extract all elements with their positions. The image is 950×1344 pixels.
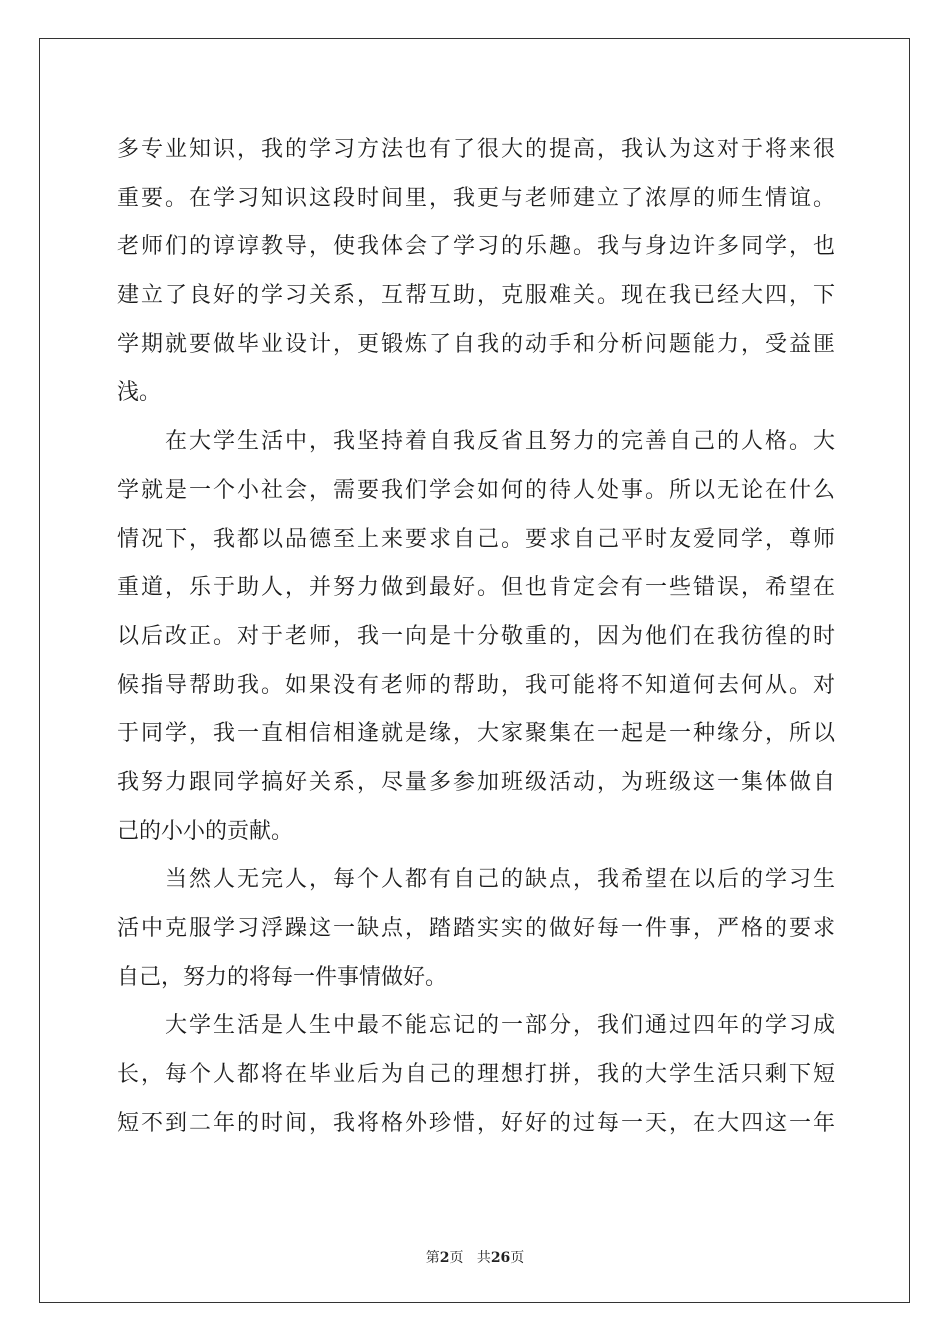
- text-line: 重道，乐于助人，并努力做到最好。但也肯定会有一些错误，希望在: [117, 575, 835, 601]
- page-footer: [0, 1247, 950, 1267]
- text-line: 大学生活是人生中最不能忘记的一部分，我们通过四年的学习成: [165, 1013, 835, 1039]
- document-body: [117, 126, 835, 1148]
- page-suffix: 页: [449, 1250, 464, 1266]
- text-line: 于同学，我一直相信相逢就是缘，大家聚集在一起是一种缘分，所以: [117, 721, 835, 747]
- text-line: 短不到二年的时间，我将格外珍惜，好好的过每一天，在大四这一年: [117, 1110, 835, 1136]
- text-line: 长，每个人都将在毕业后为自己的理想打拼，我的大学生活只剩下短: [117, 1062, 835, 1088]
- text-line: 己的小小的贡献。: [117, 818, 294, 844]
- text-line: 当然人无完人，每个人都有自己的缺点，我希望在以后的学习生: [165, 867, 835, 893]
- text-line: 浅。: [117, 380, 162, 406]
- text-line: 我努力跟同学搞好关系，尽量多参加班级活动，为班级这一集体做自: [117, 769, 835, 795]
- text-line: 在大学生活中，我坚持着自我反省且努力的完善自己的人格。大: [165, 429, 835, 455]
- total-prefix: 共: [476, 1250, 491, 1266]
- text-line: 老师们的谆谆教导，使我体会了学习的乐趣。我与身边许多同学，也: [117, 234, 835, 260]
- text-line: 候指导帮助我。如果没有老师的帮助，我可能将不知道何去何从。对: [117, 672, 835, 698]
- text-line: 重要。在学习知识这段时间里，我更与老师建立了浓厚的师生情谊。: [117, 185, 835, 211]
- text-line: 多专业知识，我的学习方法也有了很大的提高，我认为这对于将来很: [117, 137, 835, 162]
- page-prefix: 第: [425, 1250, 440, 1266]
- total-pages: 26: [490, 1250, 511, 1266]
- text-line: 自己，努力的将每一件事情做好。: [117, 964, 448, 990]
- text-line: 活中克服学习浮躁这一缺点，踏踏实实的做好每一件事，严格的要求: [117, 916, 835, 941]
- page-number: 2: [439, 1250, 450, 1266]
- text-line: 情况下，我都以品德至上来要求自己。要求自己平时友爱同学，尊师: [117, 526, 835, 552]
- text-line: 建立了良好的学习关系，互帮互助，克服难关。现在我已经大四，下: [117, 283, 835, 309]
- total-suffix: 页: [510, 1250, 525, 1266]
- text-line: 以后改正。对于老师，我一向是十分敬重的，因为他们在我彷徨的时: [117, 623, 835, 649]
- text-line: 学就是一个小社会，需要我们学会如何的待人处事。所以无论在什么: [117, 477, 835, 503]
- text-line: 学期就要做毕业设计，更锻炼了自我的动手和分析问题能力，受益匪: [117, 331, 835, 357]
